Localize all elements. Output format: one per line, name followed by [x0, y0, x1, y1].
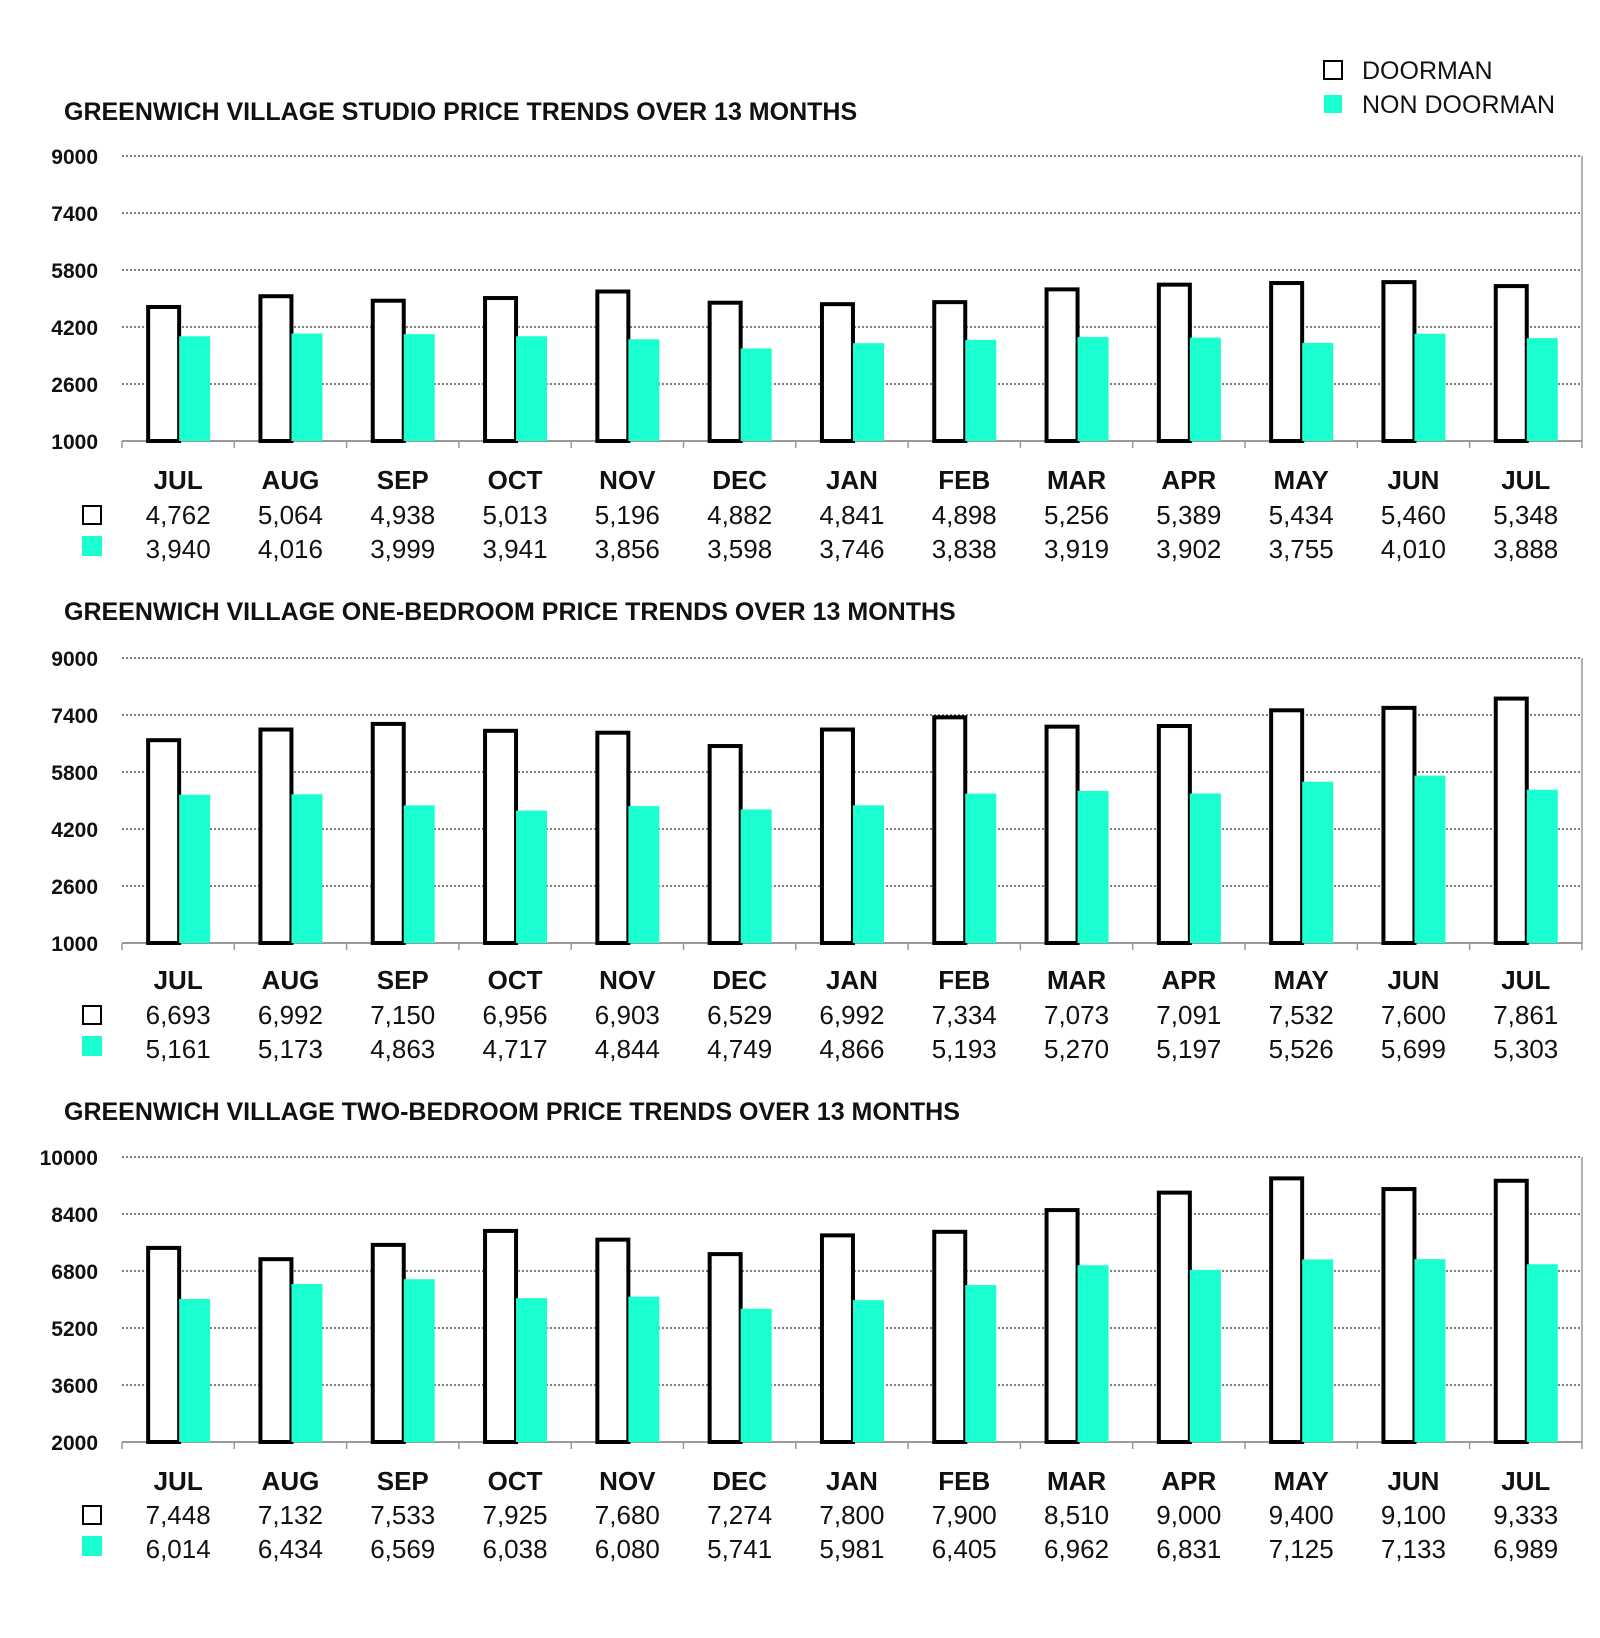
- x-tick-label: JUL: [153, 965, 203, 995]
- data-label-doorman: 7,800: [819, 1500, 885, 1530]
- data-label-non-doorman: 6,831: [1156, 1534, 1222, 1564]
- data-label-non-doorman: 6,080: [594, 1534, 660, 1564]
- bar-non-doorman: [965, 794, 996, 943]
- bar-non-doorman: [1302, 782, 1333, 943]
- data-label-non-doorman: 4,866: [819, 1034, 885, 1064]
- x-tick-label: NOV: [599, 1466, 656, 1496]
- bar-non-doorman: [1190, 338, 1221, 441]
- data-label-doorman: 4,841: [819, 500, 885, 530]
- x-tick-label: APR: [1161, 465, 1217, 495]
- bar-doorman: [373, 1245, 404, 1442]
- data-label-non-doorman: 3,902: [1156, 534, 1222, 564]
- bar-doorman: [822, 304, 853, 441]
- data-label-doorman: 7,900: [931, 1500, 997, 1530]
- chart-title: GREENWICH VILLAGE STUDIO PRICE TRENDS OVER 13 MONTHS: [64, 98, 858, 126]
- data-label-non-doorman: 3,746: [819, 534, 885, 564]
- x-tick-label: APR: [1161, 1466, 1217, 1496]
- data-label-doorman: 7,274: [707, 1500, 773, 1530]
- data-label-doorman: 7,532: [1268, 1000, 1334, 1030]
- y-tick-label: 2000: [51, 1432, 98, 1455]
- bar-doorman: [822, 1235, 853, 1442]
- bar-doorman: [1159, 726, 1190, 943]
- row-marker-doorman: [83, 1006, 101, 1024]
- bar-non-doorman: [291, 794, 322, 943]
- x-tick-label: NOV: [599, 965, 656, 995]
- data-label-doorman: 6,992: [819, 1000, 885, 1030]
- data-label-doorman: 8,510: [1044, 1500, 1110, 1530]
- row-marker-non-doorman: [82, 1036, 102, 1056]
- bar-doorman: [710, 746, 741, 943]
- bar-non-doorman: [516, 811, 547, 943]
- x-tick-label: AUG: [261, 965, 320, 995]
- y-tick-label: 7400: [51, 203, 98, 226]
- bar-doorman: [1271, 710, 1302, 943]
- y-tick-label: 5800: [51, 260, 98, 283]
- x-tick-label: MAR: [1046, 1466, 1107, 1496]
- bar-non-doorman: [1414, 776, 1445, 943]
- data-label-doorman: 4,898: [931, 500, 997, 530]
- bar-non-doorman: [291, 334, 322, 441]
- data-label-non-doorman: 3,856: [594, 534, 660, 564]
- data-label-non-doorman: 3,999: [370, 534, 436, 564]
- bar-non-doorman: [1078, 1265, 1109, 1442]
- bar-doorman: [1047, 1210, 1078, 1442]
- y-tick-label: 2600: [51, 374, 98, 397]
- row-marker-doorman: [83, 1506, 101, 1524]
- data-label-doorman: 5,460: [1380, 500, 1446, 530]
- bar-doorman: [1271, 1178, 1302, 1442]
- data-label-doorman: 7,073: [1044, 1000, 1110, 1030]
- x-tick-label: MAY: [1273, 465, 1329, 495]
- bar-doorman: [260, 730, 291, 943]
- y-tick-label: 10000: [39, 1147, 98, 1170]
- data-label-doorman: 4,882: [707, 500, 773, 530]
- legend-label-0: DOORMAN: [1362, 57, 1493, 85]
- bar-non-doorman: [404, 805, 435, 943]
- data-label-doorman: 7,680: [594, 1500, 660, 1530]
- x-tick-label: FEB: [938, 465, 991, 495]
- x-tick-label: JUL: [1501, 465, 1551, 495]
- data-label-non-doorman: 4,863: [370, 1034, 436, 1064]
- bar-doorman: [934, 1232, 965, 1442]
- data-label-non-doorman: 4,717: [482, 1034, 548, 1064]
- x-tick-label: JAN: [825, 465, 878, 495]
- bar-non-doorman: [965, 340, 996, 441]
- chart-0: [51, 98, 1582, 564]
- y-tick-label: 3600: [51, 1375, 98, 1398]
- data-label-doorman: 6,903: [594, 1000, 660, 1030]
- bar-doorman: [1383, 282, 1414, 441]
- y-tick-label: 1000: [51, 933, 98, 956]
- data-label-doorman: 5,013: [482, 500, 548, 530]
- bar-doorman: [1047, 289, 1078, 441]
- bar-non-doorman: [1302, 343, 1333, 441]
- data-label-doorman: 7,600: [1380, 1000, 1446, 1030]
- bar-non-doorman: [1190, 793, 1221, 943]
- data-label-doorman: 5,389: [1156, 500, 1222, 530]
- bar-non-doorman: [1302, 1259, 1333, 1442]
- data-label-doorman: 4,762: [145, 500, 211, 530]
- data-label-doorman: 7,861: [1493, 1000, 1559, 1030]
- x-tick-label: SEP: [376, 465, 429, 495]
- data-label-doorman: 5,196: [594, 500, 660, 530]
- bar-non-doorman: [741, 348, 772, 441]
- bar-non-doorman: [1414, 1259, 1445, 1442]
- bar-doorman: [934, 717, 965, 943]
- x-tick-label: DEC: [712, 465, 768, 495]
- data-label-non-doorman: 3,598: [707, 534, 773, 564]
- data-label-non-doorman: 4,010: [1380, 534, 1446, 564]
- bar-non-doorman: [853, 1300, 884, 1442]
- data-label-non-doorman: 5,193: [931, 1034, 997, 1064]
- bar-non-doorman: [1078, 791, 1109, 943]
- data-label-non-doorman: 7,125: [1268, 1534, 1334, 1564]
- bar-doorman: [148, 1248, 179, 1442]
- data-label-doorman: 7,448: [145, 1500, 211, 1530]
- y-tick-label: 9000: [51, 146, 98, 169]
- bar-non-doorman: [516, 336, 547, 441]
- row-marker-doorman: [83, 506, 101, 524]
- bar-non-doorman: [404, 334, 435, 441]
- row-marker-non-doorman: [82, 536, 102, 556]
- bar-doorman: [1159, 285, 1190, 441]
- bar-doorman: [373, 724, 404, 943]
- x-tick-label: APR: [1161, 965, 1217, 995]
- data-label-non-doorman: 5,197: [1156, 1034, 1222, 1064]
- x-tick-label: OCT: [487, 465, 543, 495]
- data-label-non-doorman: 3,755: [1268, 534, 1334, 564]
- x-tick-label: MAY: [1273, 1466, 1329, 1496]
- data-label-non-doorman: 5,161: [145, 1034, 211, 1064]
- x-tick-label: NOV: [599, 465, 656, 495]
- data-label-doorman: 5,064: [257, 500, 323, 530]
- x-tick-label: DEC: [712, 1466, 768, 1496]
- bar-doorman: [485, 1231, 516, 1442]
- chart-1: [51, 598, 1582, 1064]
- x-tick-label: FEB: [938, 1466, 991, 1496]
- y-tick-label: 4200: [51, 317, 98, 340]
- bar-non-doorman: [1414, 334, 1445, 441]
- bar-doorman: [597, 733, 628, 943]
- bar-non-doorman: [179, 795, 210, 943]
- data-label-doorman: 6,529: [707, 1000, 773, 1030]
- y-tick-label: 7400: [51, 705, 98, 728]
- x-tick-label: JUN: [1387, 1466, 1440, 1496]
- x-tick-label: JUL: [1501, 965, 1551, 995]
- y-tick-label: 4200: [51, 819, 98, 842]
- charts: [40, 98, 1582, 1564]
- x-tick-label: JUL: [153, 465, 203, 495]
- data-label-non-doorman: 4,844: [594, 1034, 660, 1064]
- bar-doorman: [822, 730, 853, 943]
- x-tick-label: FEB: [938, 965, 991, 995]
- x-tick-label: JAN: [825, 1466, 878, 1496]
- bar-doorman: [260, 296, 291, 441]
- y-tick-label: 5800: [51, 762, 98, 785]
- x-tick-label: JUN: [1387, 965, 1440, 995]
- data-label-non-doorman: 6,405: [931, 1534, 997, 1564]
- data-label-non-doorman: 6,434: [257, 1534, 323, 1564]
- bar-non-doorman: [404, 1279, 435, 1442]
- bar-doorman: [1496, 286, 1527, 441]
- bar-non-doorman: [1527, 790, 1558, 943]
- data-label-doorman: 7,091: [1156, 1000, 1222, 1030]
- bar-non-doorman: [1190, 1270, 1221, 1442]
- bar-doorman: [1383, 1189, 1414, 1442]
- bar-doorman: [485, 731, 516, 943]
- chart-2: [40, 1098, 1582, 1564]
- bar-non-doorman: [853, 343, 884, 441]
- bar-non-doorman: [179, 1299, 210, 1442]
- data-label-non-doorman: 3,940: [145, 534, 211, 564]
- bar-non-doorman: [179, 336, 210, 441]
- data-label-doorman: 9,100: [1380, 1500, 1446, 1530]
- bar-doorman: [260, 1259, 291, 1442]
- bar-doorman: [710, 1254, 741, 1442]
- y-tick-label: 5200: [51, 1318, 98, 1341]
- bar-doorman: [1047, 727, 1078, 943]
- data-label-doorman: 5,434: [1268, 500, 1334, 530]
- chart-title: GREENWICH VILLAGE ONE-BEDROOM PRICE TRENDS OVER 13 MONTHS: [64, 598, 956, 626]
- data-label-non-doorman: 5,270: [1044, 1034, 1110, 1064]
- bar-non-doorman: [741, 1309, 772, 1442]
- data-label-doorman: 4,938: [370, 500, 436, 530]
- bar-doorman: [597, 292, 628, 441]
- bar-doorman: [485, 298, 516, 441]
- data-label-non-doorman: 6,014: [145, 1534, 211, 1564]
- x-tick-label: DEC: [712, 965, 768, 995]
- data-label-doorman: 7,150: [370, 1000, 436, 1030]
- bar-non-doorman: [965, 1285, 996, 1442]
- x-tick-label: JUN: [1387, 465, 1440, 495]
- bar-non-doorman: [853, 805, 884, 943]
- data-label-non-doorman: 7,133: [1380, 1534, 1446, 1564]
- data-label-doorman: 5,256: [1044, 500, 1110, 530]
- row-marker-non-doorman: [82, 1536, 102, 1556]
- data-label-doorman: 6,992: [257, 1000, 323, 1030]
- bar-doorman: [373, 301, 404, 441]
- y-tick-label: 9000: [51, 648, 98, 671]
- data-label-doorman: 9,333: [1493, 1500, 1559, 1530]
- x-tick-label: JUL: [1501, 1466, 1551, 1496]
- data-label-non-doorman: 4,749: [707, 1034, 773, 1064]
- legend: [1324, 57, 1555, 119]
- data-label-non-doorman: 5,173: [257, 1034, 323, 1064]
- bar-non-doorman: [628, 1297, 659, 1442]
- legend-swatch-1: [1324, 95, 1342, 113]
- bar-doorman: [1496, 699, 1527, 943]
- data-label-non-doorman: 6,962: [1044, 1534, 1110, 1564]
- bar-non-doorman: [1078, 337, 1109, 441]
- bar-non-doorman: [741, 809, 772, 943]
- bar-doorman: [934, 302, 965, 441]
- data-label-non-doorman: 4,016: [257, 534, 323, 564]
- x-tick-label: OCT: [487, 1466, 543, 1496]
- bar-doorman: [597, 1240, 628, 1442]
- y-tick-label: 2600: [51, 876, 98, 899]
- legend-label-1: NON DOORMAN: [1362, 91, 1556, 119]
- bar-non-doorman: [516, 1298, 547, 1442]
- data-label-doorman: 7,925: [482, 1500, 548, 1530]
- x-tick-label: AUG: [261, 465, 320, 495]
- data-label-non-doorman: 5,741: [707, 1534, 773, 1564]
- x-tick-label: MAR: [1046, 965, 1107, 995]
- chart-title: GREENWICH VILLAGE TWO-BEDROOM PRICE TRENDS OVER 13 MONTHS: [64, 1098, 960, 1126]
- data-label-doorman: 7,533: [370, 1500, 436, 1530]
- data-label-doorman: 9,000: [1156, 1500, 1222, 1530]
- x-tick-label: JUL: [153, 1466, 203, 1496]
- bar-doorman: [1383, 708, 1414, 943]
- x-tick-label: SEP: [376, 1466, 429, 1496]
- data-label-non-doorman: 5,303: [1493, 1034, 1559, 1064]
- bar-non-doorman: [628, 339, 659, 441]
- bar-non-doorman: [1527, 338, 1558, 441]
- data-label-non-doorman: 6,569: [370, 1534, 436, 1564]
- data-label-doorman: 6,956: [482, 1000, 548, 1030]
- bar-doorman: [148, 307, 179, 441]
- data-label-non-doorman: 6,989: [1493, 1534, 1559, 1564]
- bar-doorman: [148, 740, 179, 943]
- x-tick-label: MAR: [1046, 465, 1107, 495]
- legend-swatch-0: [1324, 61, 1342, 79]
- bar-non-doorman: [291, 1284, 322, 1442]
- y-tick-label: 1000: [51, 431, 98, 454]
- bar-doorman: [1271, 283, 1302, 441]
- y-tick-label: 8400: [51, 1204, 98, 1227]
- bar-doorman: [1496, 1181, 1527, 1442]
- data-label-doorman: 7,334: [931, 1000, 997, 1030]
- data-label-non-doorman: 3,838: [931, 534, 997, 564]
- data-label-doorman: 9,400: [1268, 1500, 1334, 1530]
- x-tick-label: OCT: [487, 965, 543, 995]
- data-label-non-doorman: 5,699: [1380, 1034, 1446, 1064]
- data-label-doorman: 6,693: [145, 1000, 211, 1030]
- data-label-non-doorman: 5,981: [819, 1534, 885, 1564]
- x-tick-label: AUG: [261, 1466, 320, 1496]
- data-label-non-doorman: 5,526: [1268, 1034, 1334, 1064]
- data-label-non-doorman: 3,919: [1044, 534, 1110, 564]
- bar-doorman: [1159, 1193, 1190, 1442]
- data-label-doorman: 5,348: [1493, 500, 1559, 530]
- bar-non-doorman: [1527, 1264, 1558, 1442]
- data-label-non-doorman: 6,038: [482, 1534, 548, 1564]
- bar-doorman: [710, 303, 741, 441]
- x-tick-label: MAY: [1273, 965, 1329, 995]
- x-tick-label: JAN: [825, 965, 878, 995]
- x-tick-label: SEP: [376, 965, 429, 995]
- y-tick-label: 6800: [51, 1261, 98, 1284]
- data-label-non-doorman: 3,888: [1493, 534, 1559, 564]
- data-label-doorman: 7,132: [257, 1500, 323, 1530]
- data-label-non-doorman: 3,941: [482, 534, 548, 564]
- bar-non-doorman: [628, 806, 659, 943]
